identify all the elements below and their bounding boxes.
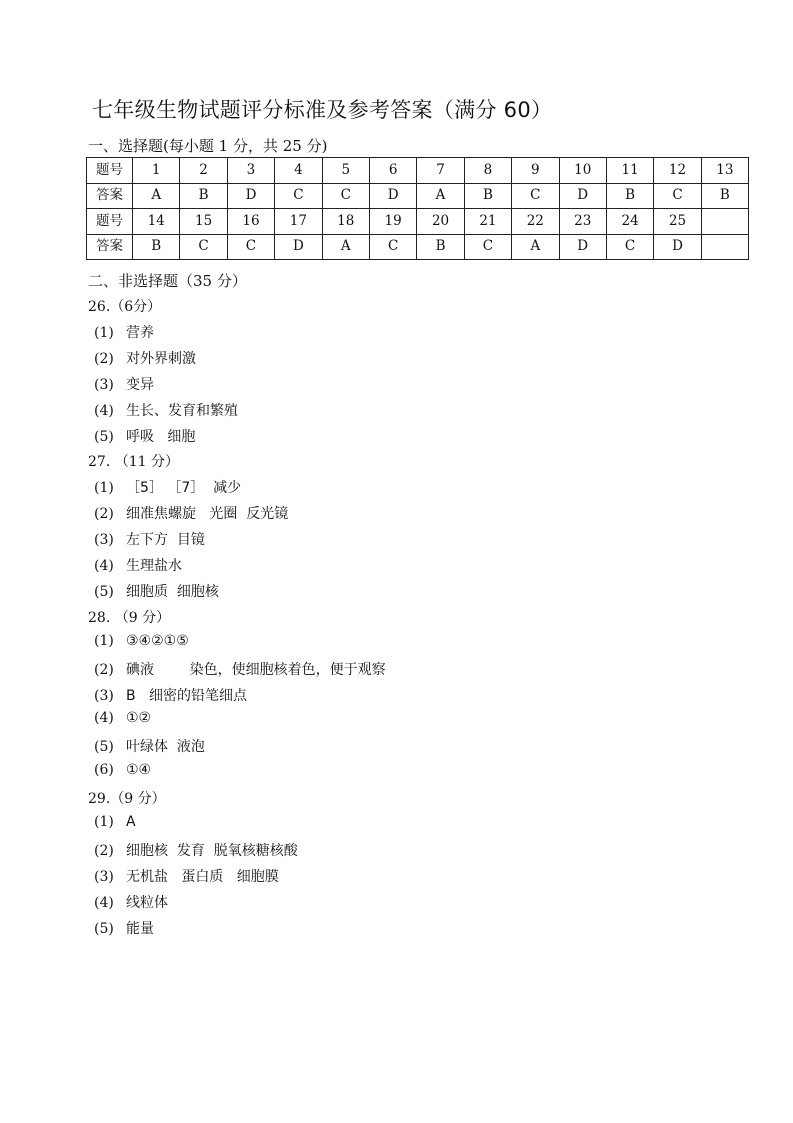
table-cell: C [275,183,322,209]
table-cell: 23 [559,209,606,235]
answer-item-number: (5) [94,583,114,600]
table-cell: 24 [606,209,653,235]
answer-item-text: 细胞核 发育 脱氧核糖核酸 [126,842,298,859]
table-cell: C [369,234,416,260]
table-cell: A [417,183,464,209]
table-cell: C [606,234,653,260]
question-heading: 26.（6分） [88,299,162,315]
question-heading: 27. （11 分） [88,454,179,471]
answer-item-text: 营养 [126,324,154,341]
table-cell: 7 [417,158,464,184]
table-cell: B [417,234,464,260]
table-cell: 1 [133,158,180,184]
answer-item [94,503,288,523]
answer-item-text: 无机盐 蛋白质 细胞膜 [126,868,279,885]
table-cell: 16 [227,209,274,235]
table-cell: 11 [606,158,653,184]
table-cell: 10 [559,158,606,184]
answer-item-number: (4) [94,558,114,574]
table-cell: 14 [133,209,180,235]
table-cell: D [227,183,274,209]
answer-item-number: (1) [94,324,114,341]
table-row-head: 题号 [87,158,133,184]
table-cell: A [512,234,559,260]
answer-item-text: B 细密的铅笔细点 [126,687,247,704]
table-cell: D [559,234,606,260]
answer-item-number: (3) [94,376,114,393]
table-cell: 17 [275,209,322,235]
section-heading-choice-note: (每小题 1 分，共 25 分) [163,137,328,155]
table-cell: 6 [369,158,416,184]
answer-item-text: ［5］ ［7］ 减少 [126,480,242,497]
answer-item-number: (6) [94,762,114,779]
table-cell: C [464,234,511,260]
table-cell: 13 [701,158,748,184]
answer-item-text: 细准焦螺旋 光圈 反光镜 [126,506,289,523]
table-cell: 21 [464,209,511,235]
table-cell: D [275,234,322,260]
table-cell: 18 [322,209,369,235]
answer-item-number: (1) [94,480,114,497]
answer-item-number: (5) [94,428,114,445]
answer-item [94,892,168,912]
question-heading: 29.（9 分） [88,791,166,808]
answer-item [94,426,195,446]
table-cell: B [606,183,653,209]
answer-item-text: 呼吸 细胞 [126,428,196,445]
answer-item [94,814,136,830]
answer-item-number: (4) [94,402,114,419]
table-cell: B [701,183,748,209]
answer-item-text: ①④ [126,762,152,779]
answer-item-text: 碘液 染色，使细胞核着色，便于观察 [126,661,386,678]
answer-item-number: (2) [94,506,114,523]
answer-item [94,374,154,394]
table-cell: B [180,183,227,209]
answer-item-text: A [126,814,136,830]
answer-item [94,322,154,342]
answer-item [94,866,279,886]
section-heading-nonchoice-note: （35 分） [178,272,247,290]
table-cell: C [512,183,559,209]
section-heading-choice-label: 一、选择题 [88,137,164,155]
answer-item-number: (5) [94,739,114,756]
table-cell: 8 [464,158,511,184]
answer-item [94,581,219,601]
table-cell: 19 [369,209,416,235]
table-cell: 5 [322,158,369,184]
table-cell: 9 [512,158,559,184]
answer-item-number: (3) [94,532,114,549]
answer-item-text: ③④②①⑤ [126,632,189,649]
answer-item [94,685,247,705]
answer-item-number: (4) [94,710,114,727]
table-cell: D [369,183,416,209]
answer-item [94,840,298,860]
table-cell [701,209,748,235]
answer-item [94,555,182,575]
table-cell: C [322,183,369,209]
table-row-head: 题号 [87,209,133,235]
answer-item-text: 生长、发育和繁殖 [126,402,238,419]
answer-item-number: (2) [94,842,114,859]
table-cell: B [133,234,180,260]
table-row-head: 答案 [87,234,133,260]
table-cell: D [559,183,606,209]
section-heading-nonchoice-label: 二、非选择题 [88,272,179,290]
answer-item-number: (3) [94,687,114,704]
answer-item-text: 变异 [126,376,154,393]
table-cell: 25 [654,209,701,235]
answer-item-text: 线粒体 [126,894,168,911]
table-row [87,158,749,184]
table-cell: 20 [417,209,464,235]
answer-item [94,529,205,549]
table-cell: 3 [227,158,274,184]
answer-item-text: 能量 [126,920,154,937]
answer-item-text: 生理盐水 [126,558,182,574]
page-title: 七年级生物试题评分标准及参考答案（满分 60） [92,98,553,122]
table-cell: C [180,234,227,260]
table-row [87,209,749,235]
table-row-head: 答案 [87,183,133,209]
answer-item-number: (5) [94,920,114,937]
answer-item-text: 对外界刺激 [126,350,196,367]
answer-item-text: ①② [126,710,152,727]
table-cell [701,234,748,260]
answer-item-number: (2) [94,661,114,678]
table-cell: 22 [512,209,559,235]
answer-item [94,918,154,938]
answer-item-number: (1) [94,632,114,649]
table-row [87,183,749,209]
answer-item [94,736,205,756]
table-cell: 4 [275,158,322,184]
answer-item [94,348,196,368]
table-cell: C [654,183,701,209]
answer-item-text: 叶绿体 液泡 [126,739,205,756]
answer-item-number: (3) [94,868,114,885]
table-cell: B [464,183,511,209]
table-cell: D [654,234,701,260]
table-cell: A [322,234,369,260]
answer-item [94,659,386,679]
answer-item-text: 左下方 目镜 [126,532,205,549]
answer-item [94,762,151,778]
answer-item-number: (2) [94,350,114,367]
table-cell: 15 [180,209,227,235]
answer-item-number: (1) [94,814,114,830]
answer-item [94,710,151,726]
answer-item-text: 细胞质 细胞核 [126,583,219,600]
section-heading-choice [88,135,327,156]
table-row [87,234,749,260]
answer-table [86,157,749,260]
answer-item-number: (4) [94,894,114,911]
answer-item [94,633,189,649]
table-cell: C [227,234,274,260]
question-heading: 28. （9 分） [88,609,171,626]
table-cell: 2 [180,158,227,184]
table-cell: A [133,183,180,209]
section-heading-nonchoice [88,270,247,291]
table-cell: 12 [654,158,701,184]
answer-item [94,477,241,497]
answer-item [94,400,238,420]
